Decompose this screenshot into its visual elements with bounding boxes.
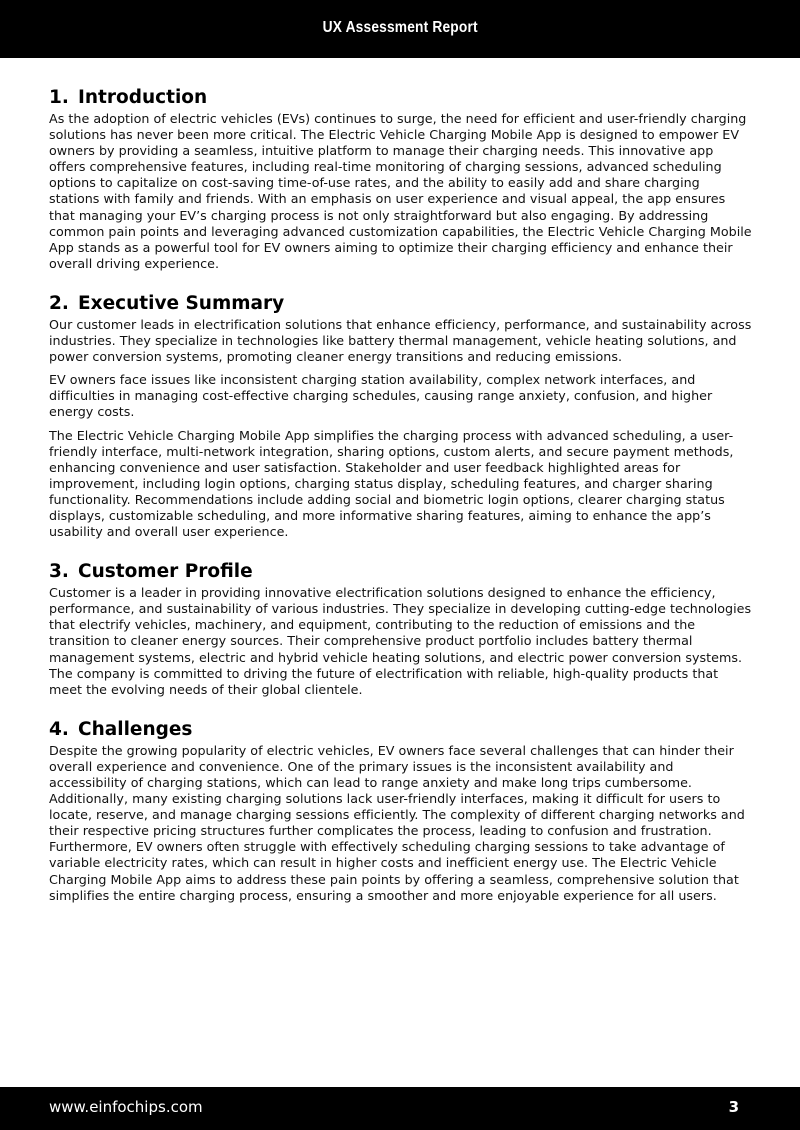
section-paragraph: Our customer leads in electrification solutions that enhance efficiency, performance, and sustainability across industries. They specialize in technologies like battery thermal management, vehicle heating solutions, and power conversion systems, promoting cleaner energy transitions and reducing emissions. xyxy=(49,316,752,365)
section-executive-summary xyxy=(49,292,753,540)
section-paragraph: As the adoption of electric vehicles (EVs) continues to surge, the need for efficient and user-friendly charging solutions has never been more critical. The Electric Vehicle Charging Mobile App is designed to empower EV owners by providing a seamless, intuitive platform to manage their charging needs. This innovative app offers comprehensive features, including real-time monitoring of charging sessions, advanced scheduling options to capitalize on cost-saving time-of-use rates, and the ability to easily add and share charging stations with family and friends. With an emphasis on user experience and visual appeal, the app ensures that managing your EV’s charging process is not only straightforward but also engaging. By addressing common pain points and leveraging advanced customization capabilities, the Electric Vehicle Charging Mobile App stands as a powerful tool for EV owners aiming to optimize their charging efficiency and enhance their overall driving experience. xyxy=(49,111,752,271)
section-number: 2. xyxy=(49,292,69,314)
section-challenges xyxy=(49,718,753,904)
report-header-bar xyxy=(0,0,800,58)
section-number: 1. xyxy=(49,87,69,108)
section-title: Customer Profile xyxy=(78,561,253,583)
section-paragraph: Despite the growing popularity of electric vehicles, EV owners face several challenges that can hinder their overall experience and convenience. One of the primary issues is the inconsistent availability and accessibility of charging stations, which can lead to range anxiety and make long trips cumbersome. Additionally, many existing charging solutions lack user-friendly interfaces, making it difficult for users to locate, reserve, and manage charging sessions efficiently. The complexity of different charging networks and their respective pricing structures further complicates the process, leading to confusion and frustration. Furthermore, EV owners often struggle with effectively scheduling charging sessions to take advantage of variable electricity rates, which can result in higher costs and inefficient energy use. The Electric Vehicle Charging Mobile App aims to address these pain points by offering a seamless, comprehensive solution that simplifies the entire charging process, ensuring a smoother and more enjoyable experience for all users. xyxy=(49,742,745,903)
section-title: Executive Summary xyxy=(78,292,285,314)
section-paragraph: Customer is a leader in providing innovative electrification solutions designed to enhance the efficiency, performance, and sustainability of various industries. They specialize in developing cutting-edge technologies that electrify vehicles, machinery, and equipment, contributing to the reduction of emissions and the transition to cleaner energy sources. Their comprehensive product portfolio includes battery thermal management systems, electric and hybrid vehicle heating solutions, and electric power conversion systems. The company is committed to driving the future of electrification with reliable, high-quality products that meet the evolving needs of their global clientele. xyxy=(49,585,752,697)
section-number: 3. xyxy=(49,561,69,583)
report-footer-bar xyxy=(0,1087,800,1130)
report-title: UX Assessment Report xyxy=(322,19,478,36)
section-heading xyxy=(49,718,753,742)
section-customer-profile xyxy=(49,560,753,698)
footer-website-link[interactable]: www.einfochips.com xyxy=(49,1098,203,1116)
section-heading xyxy=(49,292,753,316)
section-paragraph: EV owners face issues like inconsistent charging station availability, complex network interfaces, and difficulties in managing cost-effective charging schedules, causing range anxiety, confusion, and higher energy costs. xyxy=(49,372,713,420)
section-paragraph: The Electric Vehicle Charging Mobile App simplifies the charging process with advanced scheduling, a user-friendly interface, multi-network integration, sharing options, custom alerts, and secure payment methods, enhancing convenience and user satisfaction. Stakeholder and user feedback highlighted areas for improvement, including login options, charging status display, scheduling features, and charger sharing functionality. Recommendations include adding social and biometric login options, clearer charging status displays, customizable scheduling, and more informative sharing features, aiming to enhance the app’s usability and overall user experience. xyxy=(49,427,734,540)
section-title: Introduction xyxy=(78,87,208,108)
section-heading xyxy=(49,560,753,584)
section-title: Challenges xyxy=(78,718,193,740)
section-introduction xyxy=(49,86,753,272)
section-heading xyxy=(49,86,753,110)
report-body xyxy=(49,86,753,924)
section-number: 4. xyxy=(49,718,69,740)
page-number: 3 xyxy=(728,1098,739,1116)
